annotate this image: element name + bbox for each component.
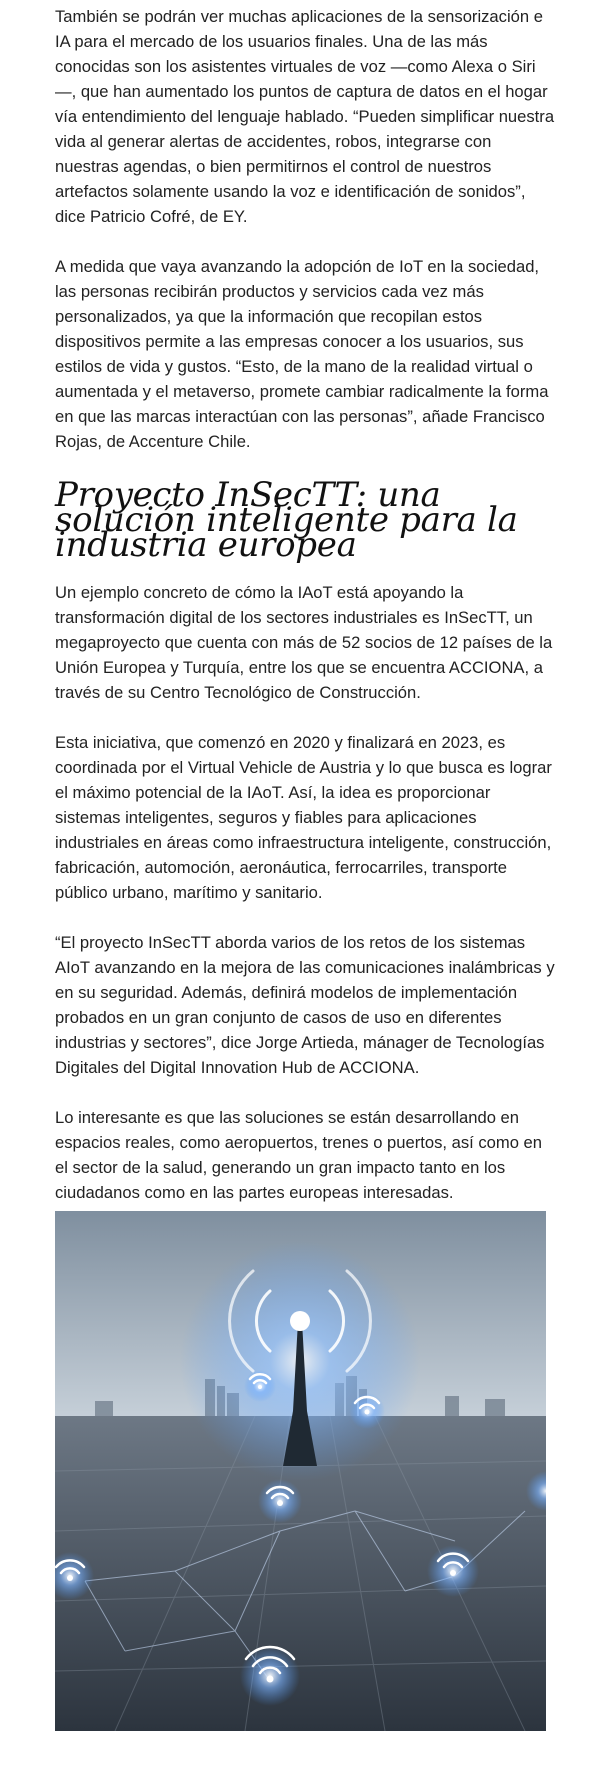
connected-city-illustration	[55, 1211, 546, 1731]
section-heading-insectt: Proyecto InSecTT: una solución inteligente para la industria europea	[55, 475, 518, 565]
paragraph-virtual-assistants: También se podrán ver muchas aplicaciones de la sensorización e IA para el mercado de los usuarios finales. Una de las más conocidas son los asistentes virtuales de voz —como Alexa o Siri—, que han aumentado los puntos de captura de datos en el hogar vía entendimiento del lenguaje hablado. “Pueden simplificar nuestra vida al generar alertas de accidentes, robos, integrarse con nuestras agendas, o bien permitirnos el control de nuestros artefactos solamente usando la voz e identificación de sonidos”, dice Patricio Cofré, de EY.	[55, 7, 555, 226]
connected-city-image	[55, 1211, 546, 1731]
paragraph-insectt-coordination: Esta iniciativa, que comenzó en 2020 y finalizará en 2023, es coordinada por el Virtual Vehicle de Austria y lo que busca es lograr el máximo potencial de la IAoT. Así, la idea es proporcionar sistemas inteligentes, seguros y fiables para aplicaciones industriales en áreas como infraestructura inteligente, construcción, fabricación, automoción, aeronáutica, ferrocarriles, transporte público urbano, marítimo y sanitario.	[55, 733, 552, 902]
paragraph-insectt-intro: Un ejemplo concreto de cómo la IAoT está apoyando la transformación digital de los sectores industriales es InSecTT, un megaproyecto que cuenta con más de 52 socios de 12 países de la Unión Europea y Turquía, entre los que se encuentra ACCIONA, a través de su Centro Tecnológico de Construcción.	[55, 583, 553, 702]
paragraph-real-spaces: Lo interesante es que las soluciones se están desarrollando en espacios reales, como aeropuertos, trenes o puertos, así como en el sector de la salud, generando un gran impacto tanto en los ciudadanos como en las partes europeas interesadas.	[55, 1108, 543, 1202]
central-node	[290, 1311, 310, 1331]
paragraph-insectt-quote: “El proyecto InSecTT aborda varios de los retos de los sistemas AIoT avanzando en la mejora de las comunicaciones inalámbricas y en su seguridad. Además, definirá modelos de implementación probados en un gran conjunto de casos de uso en diferentes industrias y sectores”, dice Jorge Artieda, mánager de Tecnologías Digitales del Digital Innovation Hub de ACCIONA.	[55, 933, 555, 1077]
paragraph-personalization: A medida que vaya avanzando la adopción de IoT en la sociedad, las personas recibirán productos y servicios cada vez más personalizados, ya que la información que recopilan estos dispositivos permite a las empresas conocer a los usuarios, sus estilos de vida y gustos. “Esto, de la mano de la realidad virtual o aumentada y el metaverso, promete cambiar radicalmente la forma en que las marcas interactúan con las personas”, añade Francisco Rojas, de Accenture Chile.	[55, 257, 549, 451]
